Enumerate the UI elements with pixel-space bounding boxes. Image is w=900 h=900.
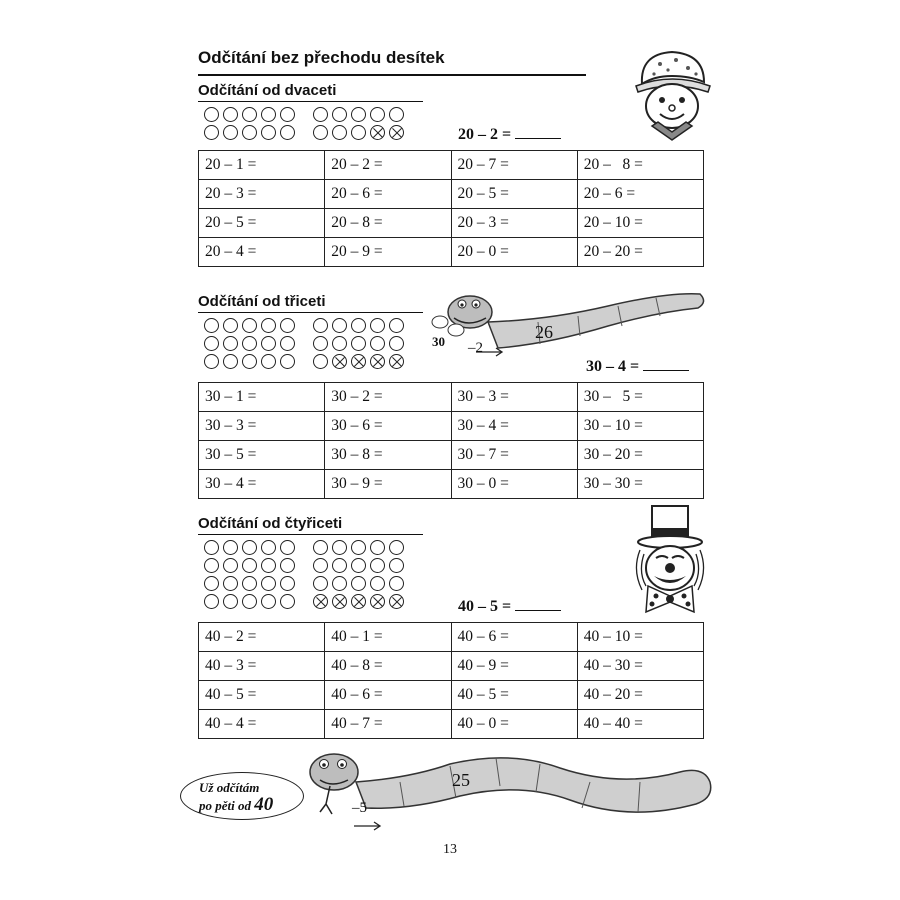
table-row (199, 681, 704, 710)
circle-gap (299, 125, 309, 140)
circle-gap (299, 558, 309, 573)
section-heading-30: Odčítání od třiceti (198, 293, 326, 310)
circle (280, 540, 295, 555)
circle (389, 540, 404, 555)
circle (261, 576, 276, 591)
section-heading-20: Odčítání od dvaceti (198, 82, 337, 99)
circle (332, 107, 347, 122)
circle (351, 576, 366, 591)
exercise-table-30 (198, 382, 704, 499)
equation-cell[interactable]: 20 – 6 = (577, 180, 703, 209)
page-title: Odčítání bez přechodu desítek (198, 48, 445, 67)
circle (223, 107, 238, 122)
equation-cell[interactable]: 30 – 9 = (325, 470, 451, 499)
circle (351, 107, 366, 122)
equation-cell[interactable]: 30 – 4 = (199, 470, 325, 499)
snake-start-number: 30 (432, 334, 445, 349)
equation-cell[interactable]: 40 – 5 = (199, 681, 325, 710)
equation-cell[interactable]: 40 – 5 = (451, 681, 577, 710)
crossed-circle (370, 594, 385, 609)
equation-cell[interactable]: 40 – 8 = (325, 652, 451, 681)
exercise-table-40 (198, 622, 704, 739)
circle (223, 576, 238, 591)
equation-cell[interactable]: 20 – 3 = (451, 209, 577, 238)
circle (204, 558, 219, 573)
snake-body-number: 25 (452, 770, 470, 790)
circle (223, 594, 238, 609)
crossed-circle (332, 354, 347, 369)
circle (242, 540, 257, 555)
table-row (199, 209, 704, 238)
circle (332, 125, 347, 140)
circle (261, 125, 276, 140)
circle (351, 540, 366, 555)
title-rule (198, 74, 586, 76)
equation-cell[interactable]: 20 – 3 = (199, 180, 325, 209)
example-text: 30 – 4 = (586, 358, 640, 375)
circle (351, 336, 366, 351)
circle (370, 558, 385, 573)
equation-cell[interactable]: 20 – 8 = (577, 151, 703, 180)
circle (204, 336, 219, 351)
page-number: 13 (443, 842, 457, 857)
circle (370, 540, 385, 555)
clown-illustration (630, 500, 710, 620)
circle (280, 594, 295, 609)
circle (280, 107, 295, 122)
circle (370, 336, 385, 351)
equation-cell[interactable]: 20 – 20 = (577, 238, 703, 267)
circle (242, 594, 257, 609)
example-equation-40 (458, 598, 561, 616)
circle (313, 354, 328, 369)
circle (261, 558, 276, 573)
table-row (199, 470, 704, 499)
equation-cell[interactable]: 40 – 0 = (451, 710, 577, 739)
circle (332, 336, 347, 351)
circle (261, 318, 276, 333)
circle (261, 107, 276, 122)
example-equation-30 (586, 358, 689, 376)
exercise-table-20 (198, 150, 704, 267)
circle (313, 576, 328, 591)
crossed-circle (351, 594, 366, 609)
circle (204, 107, 219, 122)
equation-cell[interactable]: 20 – 5 = (199, 209, 325, 238)
circle (389, 336, 404, 351)
circle-gap (299, 336, 309, 351)
circle (313, 125, 328, 140)
answer-blank (515, 137, 561, 139)
table-row (199, 151, 704, 180)
equation-cell[interactable]: 30 – 0 = (451, 470, 577, 499)
circle (370, 576, 385, 591)
table-row (199, 238, 704, 267)
circle (242, 107, 257, 122)
equation-cell[interactable]: 30 – 3 = (451, 383, 577, 412)
speech-bubble (180, 772, 304, 820)
answer-blank (643, 369, 689, 371)
table-row (199, 652, 704, 681)
equation-cell[interactable]: 30 – 5 = (199, 441, 325, 470)
section-rule-20 (198, 101, 423, 102)
equation-cell[interactable]: 40 – 9 = (451, 652, 577, 681)
circle (389, 576, 404, 591)
equation-cell[interactable]: 20 – 4 = (199, 238, 325, 267)
equation-cell[interactable]: 30 – 2 = (325, 383, 451, 412)
table-row (199, 623, 704, 652)
boy-cap-illustration (630, 46, 714, 146)
bubble-line-1: Už odčítám (199, 780, 260, 795)
circle (280, 318, 295, 333)
section-rule-40 (198, 534, 423, 535)
table-row (199, 180, 704, 209)
equation-cell[interactable]: 20 – 7 = (451, 151, 577, 180)
equation-cell[interactable]: 30 – 4 = (451, 412, 577, 441)
circle (223, 540, 238, 555)
circle (313, 107, 328, 122)
circle (242, 576, 257, 591)
equation-cell[interactable]: 30 – 5 = (577, 383, 703, 412)
crossed-circle (389, 125, 404, 140)
snake-body-number: 26 (535, 322, 553, 342)
answer-blank (515, 609, 561, 611)
equation-cell[interactable]: 40 – 40 = (577, 710, 703, 739)
example-text: 40 – 5 = (458, 598, 512, 615)
crossed-circle (351, 354, 366, 369)
equation-cell[interactable]: 20 – 6 = (325, 180, 451, 209)
equation-cell[interactable]: 40 – 20 = (577, 681, 703, 710)
circle (242, 318, 257, 333)
circle (261, 336, 276, 351)
circle (280, 576, 295, 591)
equation-cell[interactable]: 40 – 2 = (199, 623, 325, 652)
bubble-number: 40 (254, 794, 274, 815)
circle-gap (299, 107, 309, 122)
example-equation-20 (458, 126, 561, 144)
circle (370, 318, 385, 333)
circle (204, 576, 219, 591)
equation-cell[interactable]: 40 – 10 = (577, 623, 703, 652)
circle (332, 540, 347, 555)
equation-cell[interactable]: 40 – 1 = (325, 623, 451, 652)
snake-illustration-40 (300, 742, 720, 836)
equation-cell[interactable]: 40 – 6 = (451, 623, 577, 652)
circle (313, 558, 328, 573)
equation-cell[interactable]: 30 – 10 = (577, 412, 703, 441)
equation-cell[interactable]: 30 – 6 = (325, 412, 451, 441)
equation-cell[interactable]: 30 – 3 = (199, 412, 325, 441)
circle-gap (299, 354, 309, 369)
table-row (199, 441, 704, 470)
circle (204, 594, 219, 609)
circle (280, 354, 295, 369)
equation-cell[interactable]: 20 – 9 = (325, 238, 451, 267)
circle (204, 540, 219, 555)
circle (313, 336, 328, 351)
circle-gap (299, 318, 309, 333)
circle (313, 540, 328, 555)
crossed-circle (370, 354, 385, 369)
circle-gap (299, 576, 309, 591)
section-rule-30 (198, 312, 423, 313)
circle-gap (299, 594, 309, 609)
circle (370, 107, 385, 122)
circle-counter-20 (204, 107, 404, 140)
equation-cell[interactable]: 20 – 8 = (325, 209, 451, 238)
equation-cell[interactable]: 40 – 30 = (577, 652, 703, 681)
table-row (199, 383, 704, 412)
circle (389, 107, 404, 122)
circle (204, 318, 219, 333)
circle (204, 125, 219, 140)
bubble-line-2-text: po pěti od (199, 798, 251, 813)
circle (332, 558, 347, 573)
equation-cell[interactable]: 40 – 3 = (199, 652, 325, 681)
equation-cell[interactable]: 30 – 30 = (577, 470, 703, 499)
circle (242, 354, 257, 369)
circle (280, 336, 295, 351)
circle (280, 558, 295, 573)
circle (223, 354, 238, 369)
bubble-line-2 (199, 796, 303, 814)
circle (351, 558, 366, 573)
circle (204, 354, 219, 369)
circle (332, 318, 347, 333)
crossed-circle (332, 594, 347, 609)
equation-cell[interactable]: 30 – 7 = (451, 441, 577, 470)
equation-cell[interactable]: 30 – 1 = (199, 383, 325, 412)
circle (261, 594, 276, 609)
equation-cell[interactable]: 20 – 2 = (325, 151, 451, 180)
equation-cell[interactable]: 20 – 10 = (577, 209, 703, 238)
circle-counter-40 (204, 540, 404, 609)
circle (242, 125, 257, 140)
equation-cell[interactable]: 40 – 7 = (325, 710, 451, 739)
circle (261, 540, 276, 555)
circle (351, 125, 366, 140)
crossed-circle (370, 125, 385, 140)
example-text: 20 – 2 = (458, 126, 512, 143)
circle (223, 558, 238, 573)
circle (332, 576, 347, 591)
equation-cell[interactable]: 40 – 4 = (199, 710, 325, 739)
crossed-circle (313, 594, 328, 609)
circle (242, 558, 257, 573)
table-row (199, 710, 704, 739)
circle (223, 125, 238, 140)
circle (351, 318, 366, 333)
circle (280, 125, 295, 140)
circle-counter-30 (204, 318, 404, 369)
circle (389, 318, 404, 333)
circle (223, 336, 238, 351)
equation-cell[interactable]: 30 – 8 = (325, 441, 451, 470)
snake-step: –2 (468, 340, 483, 356)
equation-cell[interactable]: 30 – 20 = (577, 441, 703, 470)
equation-cell[interactable]: 20 – 1 = (199, 151, 325, 180)
circle (313, 318, 328, 333)
circle (261, 354, 276, 369)
crossed-circle (389, 354, 404, 369)
table-row (199, 412, 704, 441)
equation-cell[interactable]: 20 – 5 = (451, 180, 577, 209)
circle-gap (299, 540, 309, 555)
crossed-circle (389, 594, 404, 609)
circle (389, 558, 404, 573)
section-heading-40: Odčítání od čtyřiceti (198, 515, 343, 532)
circle (223, 318, 238, 333)
snake-step: –5 (352, 800, 367, 816)
equation-cell[interactable]: 40 – 6 = (325, 681, 451, 710)
circle (242, 336, 257, 351)
equation-cell[interactable]: 20 – 0 = (451, 238, 577, 267)
